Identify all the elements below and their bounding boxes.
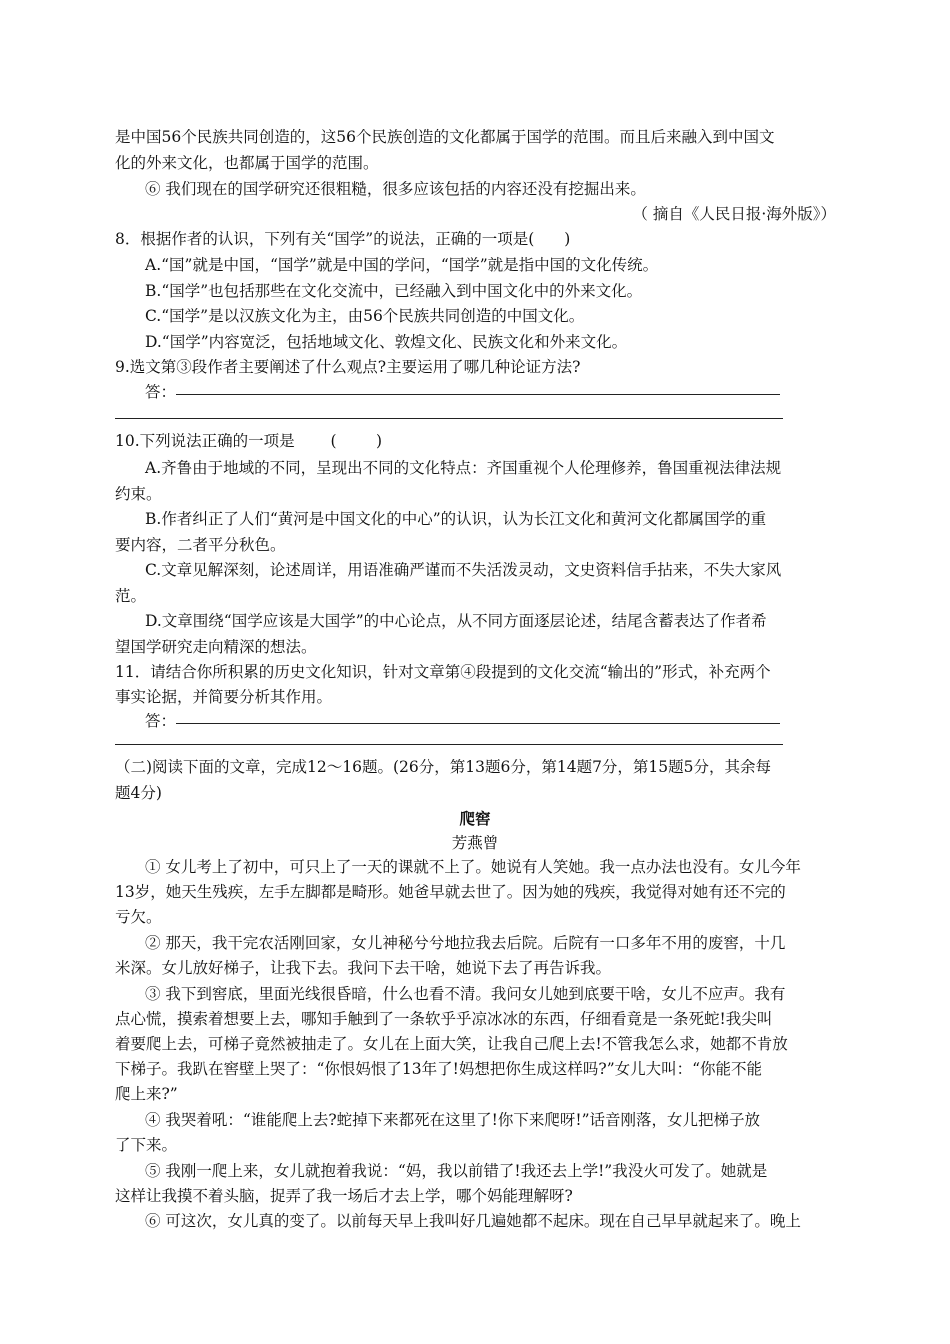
q9-answer-label: 答： (145, 383, 177, 401)
q8-option-c: C.“国学”是以汉族文化为主，由56个民族共同创造的中国文化。 (145, 307, 585, 325)
q8-option-b: B.“国学”也包括那些在文化交流中，已经融入到中国文化中的外来文化。 (145, 282, 643, 300)
article-p5-line-1: ⑤ 我刚一爬上来，女儿就抱着我说：“妈，我以前错了!我还去上学!”我没火可发了。她就是 (145, 1162, 768, 1180)
article-p1-line-2: 13岁，她天生残疾，左手左脚都是畸形。她爸早就去世了。因为她的残疾，我觉得对她有还不完的 (115, 883, 786, 901)
q8-open-paren: ( (528, 230, 535, 248)
q10-option-c-line-1: C.文章见解深刻，论述周详，用语准确严谨而不失活泼灵动，文史资料信手拈来，不失大家风 (145, 561, 782, 579)
q8-option-d: D.“国学”内容宽泛，包括地域文化、敦煌文化、民族文化和外来文化。 (145, 333, 628, 351)
q9-stem: 9.选文第③段作者主要阐述了什么观点?主要运用了哪几种论证方法? (115, 358, 581, 376)
article-author: 芳燕曾 (451, 834, 499, 852)
article-p3-line-2: 点心慌，摸索着想要上去，哪知手触到了一条软乎乎凉冰冰的东西，仔细看竟是一条死蛇!我尖叫 (115, 1010, 773, 1028)
para-cont-line-2: 化的外来文化，也都属于国学的范围。 (115, 154, 379, 172)
article-p6-line-1: ⑥ 可这次，女儿真的变了。以前每天早上我叫好几遍她都不起床。现在自己早早就起来了。晚上 (145, 1212, 801, 1230)
q10-option-a-line-1: A.齐鲁由于地域的不同，呈现出不同的文化特点：齐国重视个人伦理修养，鲁国重视法律法规 (145, 459, 782, 477)
q10-option-c-line-2: 范。 (115, 587, 147, 605)
q11-answer-line-1[interactable] (176, 723, 780, 724)
q8-option-a: A.“国”就是中国，“国学”就是中国的学问，“国学”就是指中国的文化传统。 (145, 256, 659, 274)
q10-answer-bracket[interactable]: ( ) (330, 432, 383, 450)
article-p3-line-5: 爬上来?” (115, 1085, 178, 1103)
q10-stem-text: 10.下列说法正确的一项是 (115, 432, 295, 450)
q11-stem-line-2: 事实论据，并简要分析其作用。 (115, 688, 333, 706)
article-p3-line-1: ③ 我下到窖底，里面光线很昏暗，什么也看不清。我问女儿她到底要干啥，女儿不应声。我有 (145, 985, 786, 1003)
article-p2-line-1: ② 那天，我干完农活刚回家，女儿神秘兮兮地拉我去后院。后院有一口多年不用的废窖，十几 (145, 934, 786, 952)
article-p5-line-2: 这样让我摸不着头脑，捉弄了我一场后才去上学，哪个妈能理解呀? (115, 1187, 573, 1205)
q8-stem-text: 8．根据作者的认识，下列有关“国学”的说法，正确的一项是 (115, 230, 529, 248)
q10-stem (115, 430, 382, 452)
article-p1-line-3: 亏欠。 (115, 908, 162, 926)
section2-intro-line-2: 题4分) (115, 784, 162, 802)
para-cont-line-1: 是中国56个民族共同创造的，这56个民族创造的文化都属于国学的范围。而且后来融入到中国文 (115, 128, 775, 146)
q10-option-b-line-2: 要内容，二者平分秋色。 (115, 536, 286, 554)
article-p2-line-2: 米深。女儿放好梯子，让我下去。我问下去干啥，她说下去了再告诉我。 (115, 959, 612, 977)
q10-option-d-line-1: D.文章围绕“国学应该是大国学”的中心论点，从不同方面逐层论述，结尾含蓄表达了作者希 (145, 612, 767, 630)
q10-option-a-line-2: 约束。 (115, 485, 162, 503)
article-p1-line-1: ① 女儿考上了初中，可只上了一天的课就不上了。她说有人笑她。我一点办法也没有。女儿今年 (145, 858, 801, 876)
para-6: ⑥ 我们现在的国学研究还很粗糙，很多应该包括的内容还没有挖掘出来。 (145, 180, 646, 198)
q11-stem-line-1: 11．请结合你所积累的历史文化知识，针对文章第④段提到的文化交流“输出的”形式，补充两个 (115, 663, 771, 681)
q8-close-paren: ) (564, 230, 571, 248)
q10-option-d-line-2: 望国学研究走向精深的想法。 (115, 638, 317, 656)
q9-answer-line-1[interactable] (176, 394, 780, 395)
article-p3-line-3: 着要爬上去，可梯子竟然被抽走了。女儿在上面大笑，让我自己爬上去!不管我怎么求，她都不肯放 (115, 1035, 788, 1053)
q11-answer-line-2[interactable] (115, 744, 783, 745)
article-p4-line-1: ④ 我哭着吼：“谁能爬上去?蛇掉下来都死在这里了!你下来爬呀!”话音刚落，女儿把梯子放 (145, 1111, 761, 1129)
section2-intro-line-1: （二)阅读下面的文章，完成12～16题。(26分，第13题6分，第14题7分，第15题5分，其余每 (115, 758, 772, 776)
article-title: 爬窖 (459, 809, 491, 828)
q8-stem (115, 228, 570, 250)
q10-option-b-line-1: B.作者纠正了人们“黄河是中国文化的中心”的认识，认为长江文化和黄河文化都属国学的重 (145, 510, 767, 528)
article-p3-line-4: 下梯子。我趴在窖壁上哭了：“你恨妈恨了13年了!妈想把你生成这样吗?”女儿大叫：“你能不能 (115, 1060, 763, 1078)
q9-answer-line-2[interactable] (115, 418, 783, 419)
q11-answer-label: 答： (145, 712, 177, 730)
source-citation: （ 摘自《人民日报·海外版》） (632, 205, 836, 223)
article-p4-line-2: 了下来。 (115, 1136, 178, 1154)
